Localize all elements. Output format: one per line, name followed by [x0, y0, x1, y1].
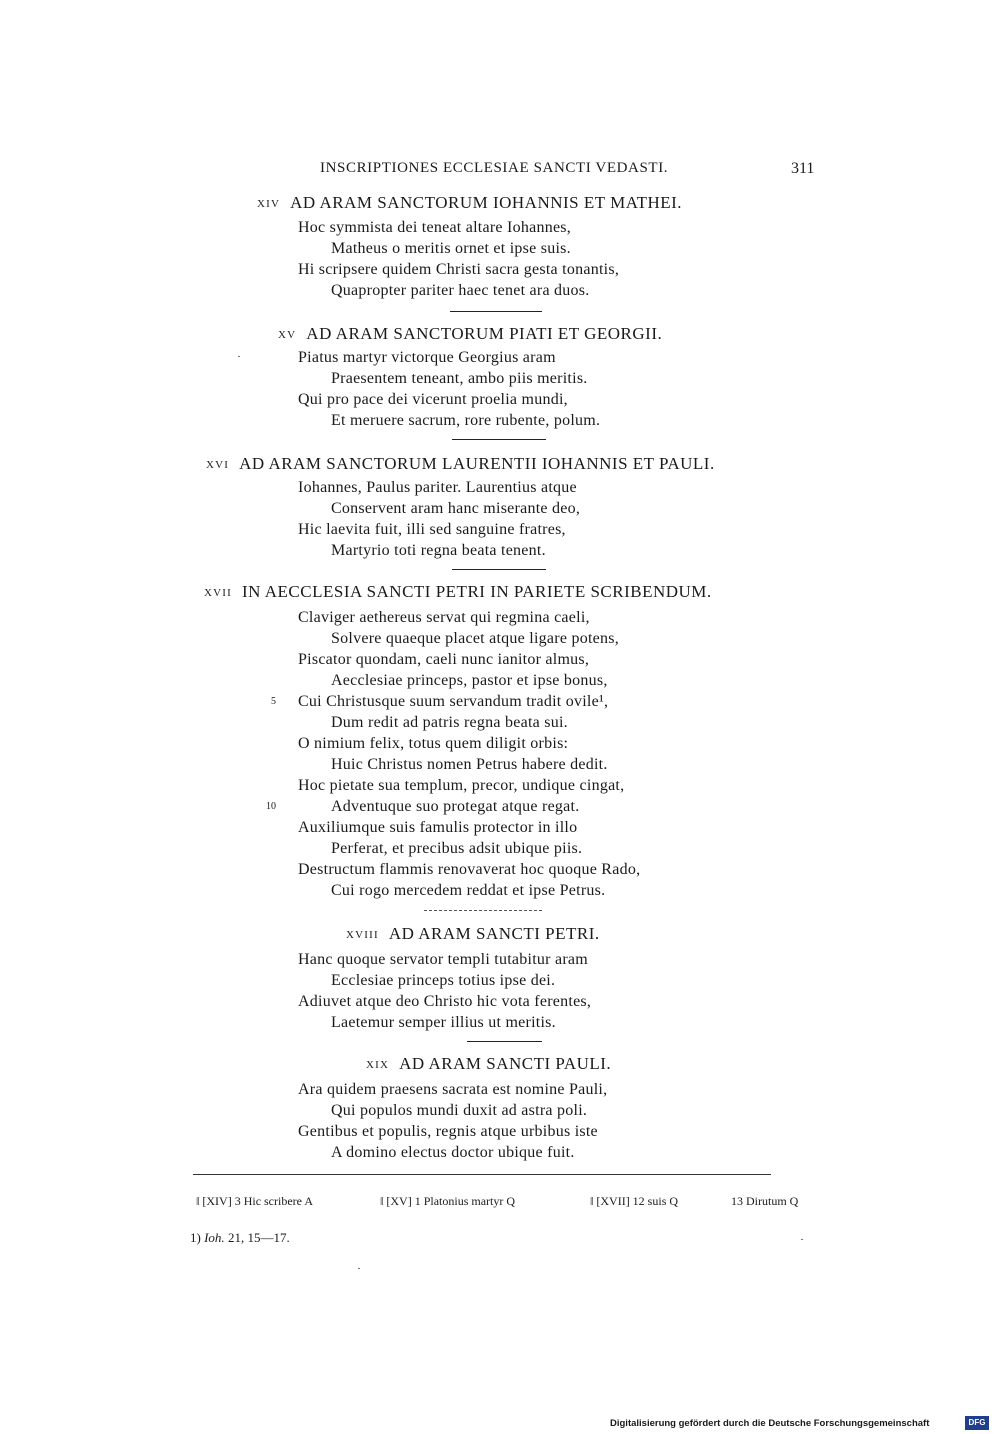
verse-line: Adiuvet atque deo Christo hic vota ferentes, [298, 993, 592, 1010]
verse-line: Qui populos mundi duxit ad astra poli. [331, 1102, 588, 1119]
section-numeral: XV [278, 329, 297, 341]
verse-line: Conservent aram hanc miserante deo, [331, 500, 581, 517]
verse-line: Matheus o meritis ornet et ipse suis. [331, 240, 571, 257]
verse-line: Perferat, et precibus adsit ubique piis. [331, 840, 583, 857]
page-number: 311 [791, 160, 815, 177]
footnote-source: Ioh. [204, 1230, 225, 1245]
scan-speck [358, 1268, 360, 1269]
apparatus-entry: ‖ [XV] 1 Platonius martyr Q [380, 1194, 516, 1208]
section-title: AD ARAM SANCTORUM IOHANNIS ET MATHEI. [290, 193, 683, 212]
section-numeral: XVIII [346, 929, 379, 941]
verse-line: Piatus martyr victorque Georgius aram [298, 349, 556, 366]
section-heading-xiv [257, 193, 682, 213]
section-title: AD ARAM SANCTORUM LAURENTII IOHANNIS ET PAULI. [239, 454, 715, 473]
verse-line: Solvere quaeque placet atque ligare potens, [331, 630, 619, 647]
apparatus-entry: 13 Dirutum Q [731, 1194, 799, 1208]
verse-line: Praesentem teneant, ambo piis meritis. [331, 370, 588, 387]
verse-line: Cui Christusque suum servandum tradit ovile¹, [298, 693, 609, 710]
dfg-logo-icon: DFG [965, 1416, 989, 1430]
verse-line: Cui rogo mercedem reddat et ipse Petrus. [331, 882, 606, 899]
section-divider [452, 569, 546, 570]
scan-speck [238, 356, 240, 357]
footnote-rule [193, 1174, 771, 1175]
footnote-ref: 21, 15—17. [227, 1230, 290, 1245]
section-divider [467, 1041, 542, 1042]
section-heading-xix [366, 1054, 611, 1074]
verse-line: Claviger aethereus servat qui regmina caeli, [298, 609, 590, 626]
scan-speck [801, 1239, 803, 1240]
section-title: AD ARAM SANCTI PETRI. [388, 924, 600, 943]
section-title: AD ARAM SANCTI PAULI. [399, 1054, 612, 1073]
section-title: AD ARAM SANCTORUM PIATI ET GEORGII. [306, 324, 663, 343]
section-numeral: XIV [257, 198, 281, 210]
line-number: 5 [271, 696, 276, 707]
section-numeral: XIX [366, 1059, 390, 1071]
section-divider [424, 910, 542, 911]
verse-line: O nimium felix, totus quem diligit orbis: [298, 735, 569, 752]
digitization-credit: Digitalisierung gefördert durch die Deutsche Forschungsgemeinschaft [610, 1418, 930, 1429]
verse-line: Qui pro pace dei vicerunt proelia mundi, [298, 391, 568, 408]
verse-line: Martyrio toti regna beata tenent. [331, 542, 546, 559]
verse-line: Hanc quoque servator templi tutabitur aram [298, 951, 588, 968]
section-heading-xv [278, 324, 662, 344]
footnote [190, 1230, 290, 1246]
verse-line: Piscator quondam, caeli nunc ianitor almus, [298, 651, 590, 668]
verse-line: Hi scripsere quidem Christi sacra gesta tonantis, [298, 261, 620, 278]
verse-line: Gentibus et populis, regnis atque urbibus iste [298, 1123, 598, 1140]
verse-line: Laetemur semper illius ut meritis. [331, 1014, 556, 1031]
section-numeral: XVI [206, 459, 230, 471]
section-heading-xvi [206, 454, 715, 474]
verse-line: Hoc pietate sua templum, precor, undique cingat, [298, 777, 625, 794]
apparatus-entry: ‖ [XVII] 12 suis Q [590, 1194, 679, 1208]
verse-line: Huic Christus nomen Petrus habere dedit. [331, 756, 608, 773]
section-heading-xviii [346, 924, 600, 944]
line-number: 10 [266, 801, 276, 812]
section-title: IN AECCLESIA SANCTI PETRI IN PARIETE SCRIBENDUM. [242, 582, 712, 601]
section-numeral: XVII [204, 587, 233, 599]
section-divider [450, 311, 542, 312]
apparatus-entry: ‖ [XIV] 3 Hic scribere A [196, 1194, 313, 1208]
section-divider [452, 439, 546, 440]
verse-line: Hoc symmista dei teneat altare Iohannes, [298, 219, 572, 236]
verse-line: Iohannes, Paulus pariter. Laurentius atque [298, 479, 577, 496]
verse-line: Et meruere sacrum, rore rubente, polum. [331, 412, 601, 429]
footnote-marker: 1) [190, 1230, 201, 1245]
verse-line: Quapropter pariter haec tenet ara duos. [331, 282, 590, 299]
verse-line: Destructum flammis renovaverat hoc quoque Rado, [298, 861, 641, 878]
verse-line: Ara quidem praesens sacrata est nomine Pauli, [298, 1081, 608, 1098]
verse-line: Ecclesiae princeps totius ipse dei. [331, 972, 556, 989]
running-head: INSCRIPTIONES ECCLESIAE SANCTI VEDASTI. [320, 160, 669, 176]
verse-line: Dum redit ad patris regna beata sui. [331, 714, 568, 731]
verse-line: Adventuque suo protegat atque regat. [331, 798, 580, 815]
section-heading-xvii [204, 582, 712, 602]
verse-line: Hic laevita fuit, illi sed sanguine fratres, [298, 521, 566, 538]
verse-line: Auxiliumque suis famulis protector in illo [298, 819, 578, 836]
verse-line: Aecclesiae princeps, pastor et ipse bonus, [331, 672, 608, 689]
verse-line: A domino electus doctor ubique fuit. [331, 1144, 575, 1161]
